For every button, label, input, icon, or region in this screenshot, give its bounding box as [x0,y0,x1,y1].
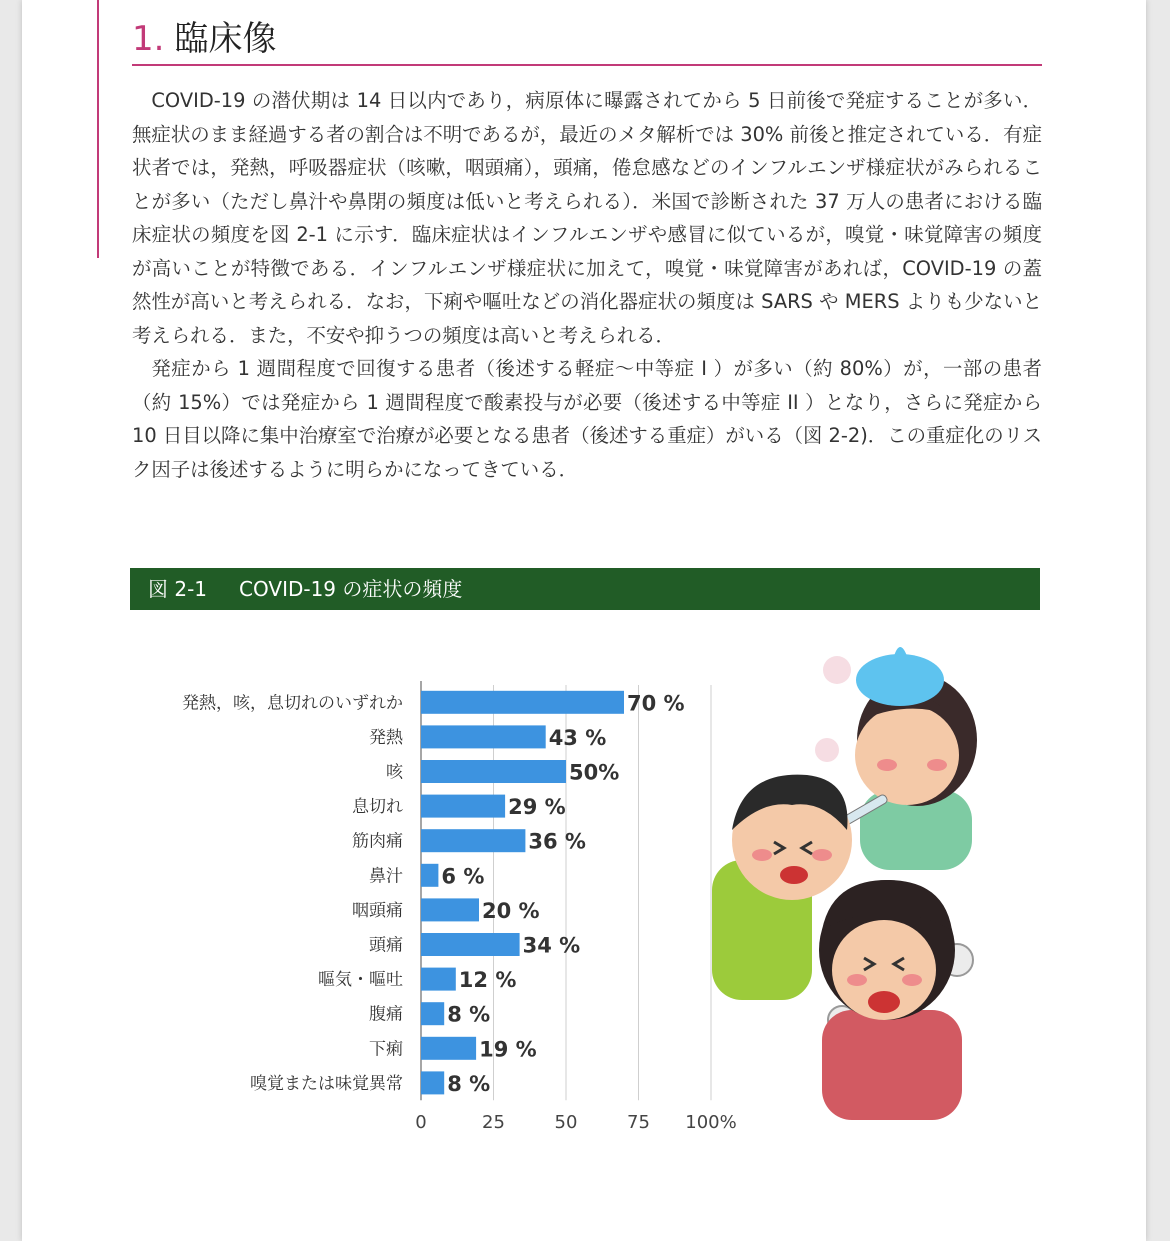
category-label: 発熱，咳，息切れのいずれか [182,693,403,714]
data-label: 34 % [522,933,581,958]
category-label: 筋肉痛 [352,831,403,852]
section-number: 1. [132,19,165,59]
x-tick-label: 50 [554,1112,578,1134]
x-tick-label: 100% [685,1112,737,1134]
category-label: 咽頭痛 [352,900,403,921]
bar [421,1071,444,1094]
data-label: 8 % [447,1002,491,1027]
paragraph-1: COVID-19 の潜伏期は 14 日以内であり，病原体に曝露されてから 5 日前後で発症することが多い．無症状のまま経過する者の割合は不明であるが，最近のメタ解析では 30% 前後と推定されている．有症状者では，発熱，呼吸器症状（咳嗽，咽頭痛），頭痛，倦怠感などのインフルエンザ様症状がみられることが多い（ただし鼻汁や鼻閉の頻度は低いと考えられる）．米国で診断された 37 万人の患者における臨床症状の頻度を図 2-1 に示す．臨床症状はインフルエンザや感冒に似ているが，嗅覚・味覚障害の頻度が高いことが特徴である．インフルエンザ様症状に加えて，嗅覚・味覚障害があれば，COVID-19 の蓋然性が高いと考えられる．なお，下痢や嘔吐などの消化器症状の頻度は SARS や MERS よりも少ないと考えられる．また，不安や抑うつの頻度は高いと考えられる． [132,89,1042,347]
category-label: 鼻汁 [369,866,403,887]
data-label: 19 % [479,1037,537,1062]
data-label: 12 % [458,968,517,993]
category-label: 嗅覚または味覚異常 [250,1073,403,1094]
paragraph-2: 発症から 1 週間程度で回復する患者（後述する軽症〜中等症 I ）が多い（約 80%）が，一部の患者（約 15%）では発症から 1 週間程度で酸素投与が必要（後述する中等症 II ）となり，さらに発症から 10 日目以降に集中治療室で治療が必要となる患者（後述する重症）がいる（図 2-2)．この重症化のリスク因子は後述するように明らかになってきている． [132,357,1042,481]
bar [421,725,546,748]
figure-title: COVID-19 の症状の頻度 [239,577,463,601]
body-text [132,84,1042,486]
data-label: 6 % [441,864,485,889]
bar [421,1002,444,1025]
data-label: 50% [569,760,620,785]
category-label: 頭痛 [369,935,403,956]
section-title: 臨床像 [174,19,277,59]
bar [421,829,525,852]
data-label: 29 % [508,795,566,820]
bar [421,968,456,991]
symptom-frequency-chart [122,670,762,1140]
margin-rule [97,0,99,258]
figure-header [130,568,1040,610]
bar [421,760,566,783]
document-page [22,0,1146,1241]
data-label: 20 % [482,898,540,923]
sick-people-illustration-icon [682,630,982,1130]
category-label: 発熱 [369,727,403,748]
bar [421,933,520,956]
data-label: 8 % [447,1071,491,1096]
x-tick-label: 25 [482,1112,505,1134]
figure-number: 図 2-1 [148,577,208,601]
bar [421,691,624,714]
bar [421,795,505,818]
x-tick-label: 0 [415,1112,427,1134]
bar [421,898,479,921]
data-label: 36 % [528,829,586,854]
data-label: 70 % [627,691,685,716]
x-tick-label: 75 [627,1112,650,1134]
category-label: 腹痛 [369,1004,403,1025]
section-heading [132,14,1042,66]
data-label: 43 % [548,725,607,750]
bar [421,864,438,887]
category-label: 息切れ [352,797,403,818]
bar [421,1037,476,1060]
category-label: 咳 [386,762,403,783]
category-label: 下痢 [369,1039,403,1060]
category-label: 嘔気・嘔吐 [318,970,403,991]
